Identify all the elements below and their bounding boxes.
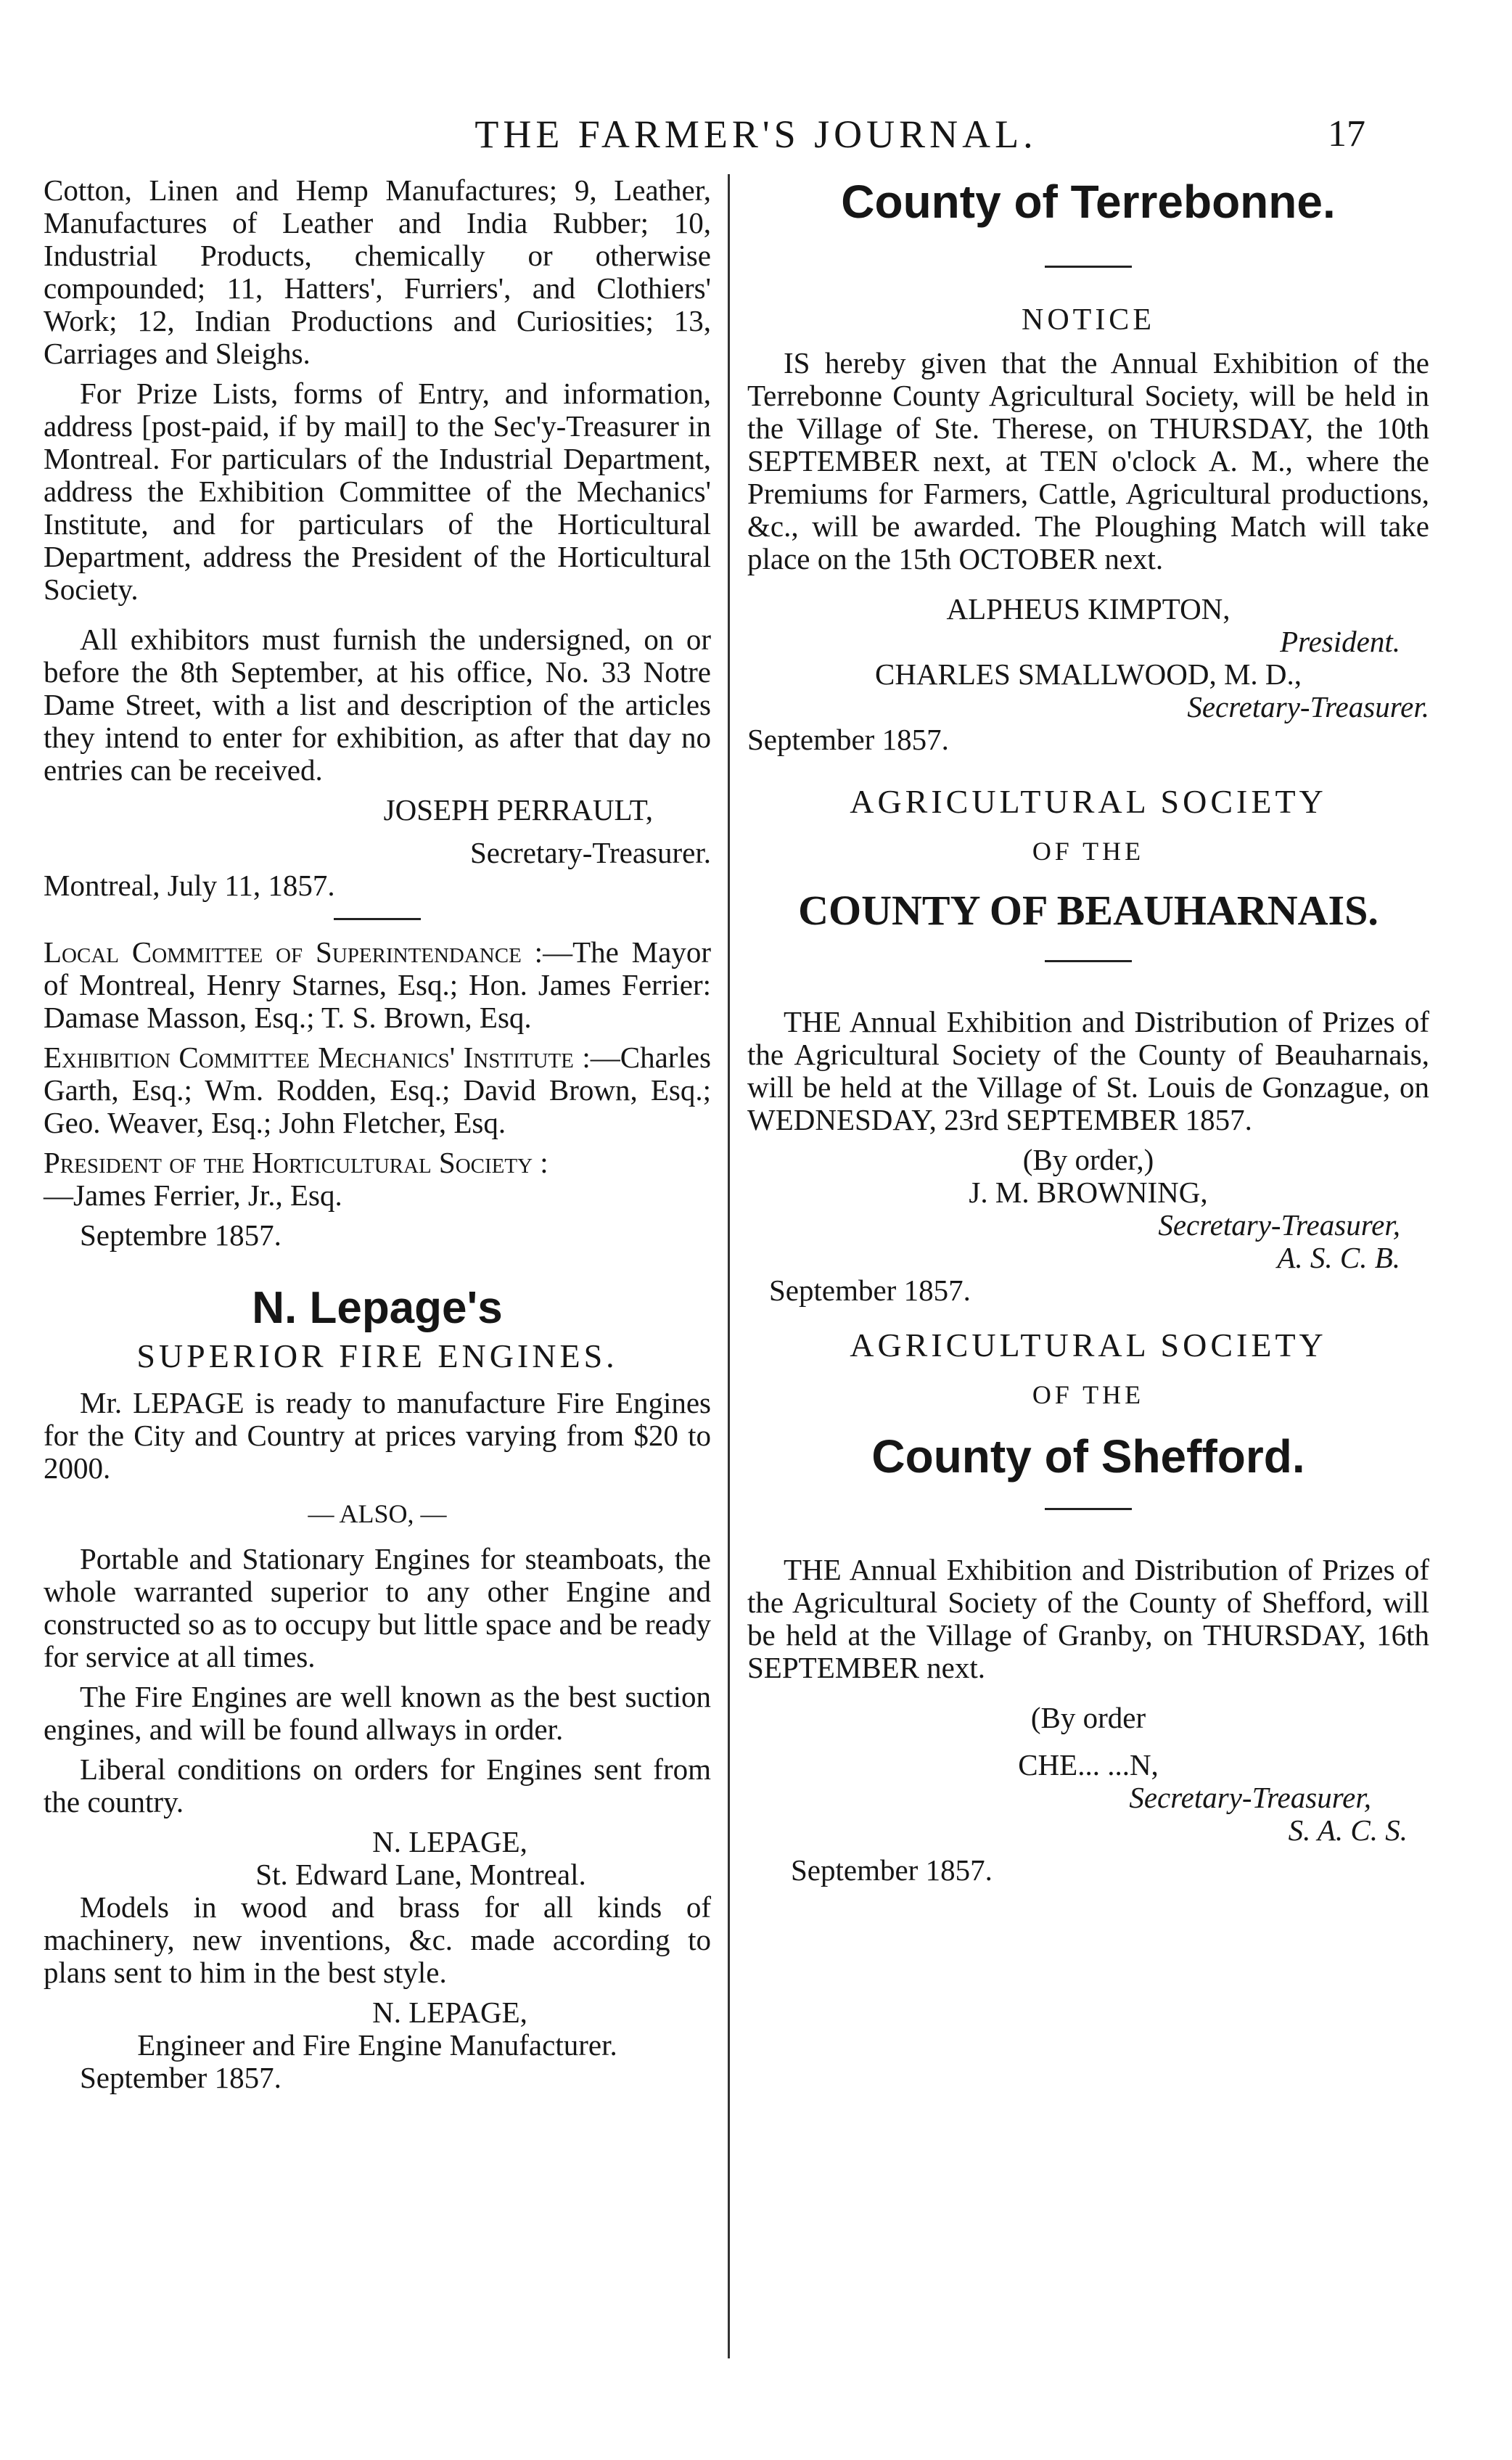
divider-rule bbox=[1045, 1508, 1132, 1510]
lepage-address: St. Edward Lane, Montreal. bbox=[255, 1858, 586, 1891]
beauharnais-body: THE Annual Exhibition and Distribution of Prizes of the Agricultural Society of the County of Beauharnais, will be held at the Village of St. Louis de Gonzague, on WEDNESDAY, 23rd SEPTEMBER 1857. bbox=[747, 1005, 1429, 1136]
lepage-role: Engineer and Fire Engine Manufacturer. bbox=[137, 2028, 617, 2062]
exhibition-committee-text: —Charles Garth, Esq.; Wm. Rodden, Esq.; David Brown, Esq.; Geo. Weaver, Esq.; John Fletcher, Esq. bbox=[44, 1041, 711, 1139]
exhibition-committee bbox=[44, 1041, 711, 1139]
horticultural-president bbox=[44, 1147, 711, 1212]
notice-heading: NOTICE bbox=[1022, 303, 1155, 337]
lepage-signature: N. LEPAGE, bbox=[372, 1825, 527, 1858]
president-text: —James Ferrier, Jr., Esq. bbox=[44, 1178, 342, 1212]
local-committee-label: Local Committee of Superintendance : bbox=[44, 935, 543, 969]
place-date: Montreal, July 11, 1857. bbox=[44, 869, 335, 902]
browning-title: Secretary-Treasurer, bbox=[1158, 1208, 1400, 1242]
shefford-by-order: (By order bbox=[1030, 1701, 1146, 1734]
secretary-name: CHARLES SMALLWOOD, M. D., bbox=[874, 657, 1302, 691]
browning-name: J. M. BROWNING, bbox=[969, 1176, 1208, 1209]
page-number: 17 bbox=[1328, 113, 1365, 155]
prize-lists-paragraph: For Prize Lists, forms of Entry, and information, address [post-paid, if by mail] to the Sec'y-Treasurer in Montreal. For particulars of the Industrial Department, address the Exhibition Committee of the Mechanics' Institute, and for particulars of the Horticultural Department, address the President of the Horticultural Society. bbox=[44, 377, 711, 606]
divider-rule bbox=[1045, 266, 1132, 268]
shefford-title: County of Shefford. bbox=[871, 1430, 1305, 1483]
right-column bbox=[747, 174, 1429, 1887]
local-committee-text: —The Mayor of Montreal, Henry Starnes, Esq.; Hon. James Ferrier: Damase Masson, Esq.; T. S. Brown, Esq. bbox=[44, 935, 711, 1034]
lepage-signature-2: N. LEPAGE, bbox=[372, 1996, 527, 2029]
divider-rule bbox=[334, 918, 421, 920]
lepage-date: September 1857. bbox=[80, 2061, 282, 2094]
beauharnais-title: COUNTY OF BEAUHARNAIS. bbox=[798, 887, 1379, 934]
president-title: President. bbox=[1280, 625, 1400, 658]
local-committee bbox=[44, 936, 711, 1034]
terrebonne-date: September 1857. bbox=[747, 723, 949, 756]
beauharnais-heading: AGRICULTURAL SOCIETY bbox=[850, 783, 1327, 820]
president-name: ALPHEUS KIMPTON, bbox=[946, 592, 1230, 626]
president-label: President of the Horticultural Society : bbox=[44, 1146, 548, 1179]
beauharnais-of-the: OF THE bbox=[1032, 837, 1145, 866]
perrault-signature bbox=[44, 794, 653, 827]
column-divider bbox=[728, 174, 730, 2358]
shefford-title-role: Secretary-Treasurer, bbox=[1129, 1781, 1371, 1814]
lepage-intro: Mr. LEPAGE is ready to manufacture Fire Engines for the City and Country at prices varying from $20 to 2000. bbox=[44, 1386, 711, 1485]
browning-abbreviation: A. S. C. B. bbox=[1277, 1241, 1400, 1274]
lepage-subtitle: SUPERIOR FIRE ENGINES. bbox=[136, 1337, 618, 1374]
divider-rule bbox=[1045, 960, 1132, 962]
journal-title: THE FARMER'S JOURNAL. bbox=[474, 112, 1038, 156]
portable-engines-paragraph: Portable and Stationary Engines for steamboats, the whole warranted superior to any other Engine and constructed so as to occupy but little space and be ready for service at all times. bbox=[44, 1542, 711, 1673]
september-date: Septembre 1857. bbox=[80, 1218, 282, 1252]
exhibition-categories: Cotton, Linen and Hemp Manufactures; 9, Leather, Manufactures of Leather and India Rubber; 10, Industrial Products, chemically or otherwise compounded; 11, Hatters', Furriers', and Clothiers' Work; 12, Indian Productions and Curiosities; 13, Carriages and Sleighs. bbox=[44, 173, 711, 370]
page-header bbox=[0, 109, 1512, 160]
exhibitors-paragraph: All exhibitors must furnish the undersigned, on or before the 8th September, at his office, No. 33 Notre Dame Street, with a list and description of the articles they intend to enter for exhibition, as after that day no entries can be received. bbox=[44, 623, 711, 787]
terrebonne-title: County of Terrebonne. bbox=[841, 176, 1336, 228]
lepage-title: N. Lepage's bbox=[252, 1283, 503, 1333]
secretary-title: Secretary-Treasurer. bbox=[1187, 690, 1429, 723]
shefford-heading: AGRICULTURAL SOCIETY bbox=[850, 1327, 1327, 1364]
beauharnais-by-order: (By order,) bbox=[1022, 1143, 1154, 1176]
signer-name: JOSEPH PERRAULT, bbox=[383, 793, 653, 827]
beauharnais-date: September 1857. bbox=[769, 1274, 971, 1307]
models-paragraph: Models in wood and brass for all kinds of machinery, new inventions, &c. made according to plans sent to him in the best style. bbox=[44, 1890, 711, 1989]
exhibition-committee-label: Exhibition Committee Mechanics' Institute : bbox=[44, 1041, 591, 1074]
shefford-name: CHE... ...N, bbox=[1018, 1748, 1159, 1782]
left-column bbox=[44, 174, 711, 2094]
shefford-body: THE Annual Exhibition and Distribution of Prizes of the Agricultural Society of the County of Shefford, will be held at the Village of Granby, on THURSDAY, 16th SEPTEMBER next. bbox=[747, 1553, 1429, 1684]
also-label: — ALSO, — bbox=[308, 1499, 447, 1528]
signer-title: Secretary-Treasurer. bbox=[469, 836, 711, 869]
terrebonne-notice-body: IS hereby given that the Annual Exhibition of the Terrebonne County Agricultural Society, will be held in the Village of Ste. Therese, on THURSDAY, the 10th SEPTEMBER next, at TEN o'clock A. M., where the Premiums for Farmers, Cattle, Agricultural productions, &c., will be awarded. The Ploughing Match will take place on the 15th OCTOBER next. bbox=[747, 346, 1429, 575]
fire-engines-paragraph: The Fire Engines are well known as the best suction engines, and will be found allways in order. bbox=[44, 1680, 711, 1746]
liberal-conditions: Liberal conditions on orders for Engines sent from the country. bbox=[44, 1752, 711, 1819]
shefford-abbreviation: S. A. C. S. bbox=[1288, 1813, 1408, 1847]
shefford-of-the: OF THE bbox=[1032, 1380, 1145, 1409]
shefford-date: September 1857. bbox=[791, 1853, 993, 1887]
